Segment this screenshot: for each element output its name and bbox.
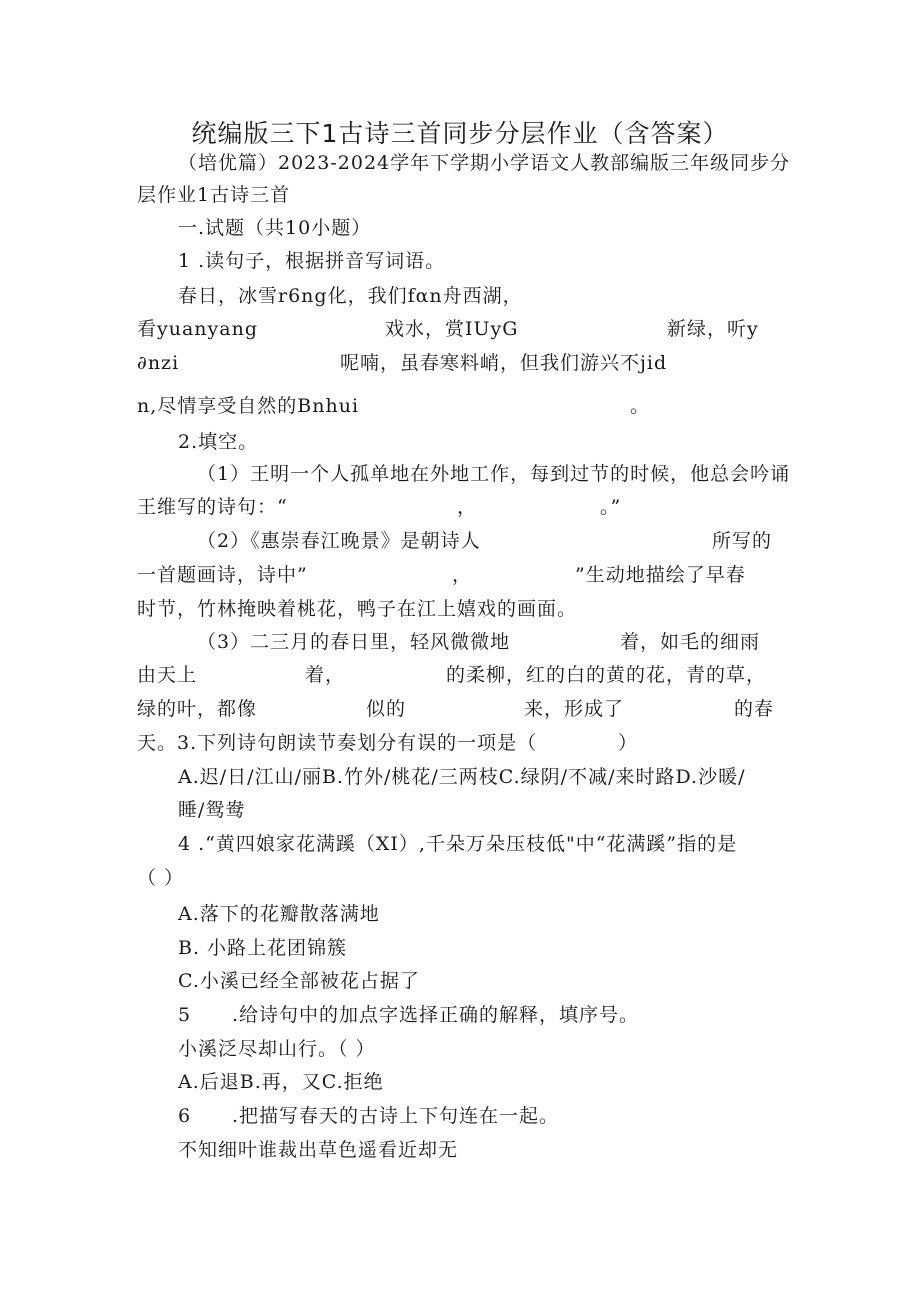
q2-p2-line-2c: ”生动地描绘了早春 xyxy=(575,564,746,586)
q2-p2-line-1a: （2）《惠崇春江晚景》是朝诗人 xyxy=(197,530,481,552)
q2-p2-line-3: 时节，竹林掩映着桃花，鸭子在江上嬉戏的画面。 xyxy=(137,598,578,620)
page-title: 统编版三下1古诗三首同步分层作业（含答案） xyxy=(191,119,729,148)
q2-p2-line-1b: 所写的 xyxy=(712,530,773,552)
q2-p3-line-3b: 似的 xyxy=(366,698,407,720)
q2-p2-line-2b: ， xyxy=(452,564,473,586)
q1-line-1: 春日，冰雪r6ng化，我们fαn舟西湖， xyxy=(178,285,523,307)
q2-p1-line-2a: 王维写的诗句：“ xyxy=(137,496,288,518)
q6-stem: .把描写春天的古诗上下句连在一起。 xyxy=(232,1105,560,1127)
q4-option-b: B. 小路上花团锦簇 xyxy=(178,937,348,959)
q1-line-2c: 新绿，听y xyxy=(667,318,759,340)
q2-p3-line-1b: 着，如毛的细雨 xyxy=(620,631,761,653)
q2-stem: 2.填空。 xyxy=(178,431,259,453)
q3-options-cont: 睡/鸳鸯 xyxy=(178,799,246,821)
q2-p3-line-2b: 着， xyxy=(305,664,346,686)
q1-line-2b: 戏水，赏IUyG xyxy=(385,318,519,340)
q3-options: A.迟/日/江山/丽B.竹外/桃花/三两枝C.绿阴/不减/来时路D.沙暖/ xyxy=(178,766,746,788)
q1-stem: 1 .读句子，根据拼音写词语。 xyxy=(178,250,446,272)
q2-p3-line-3d: 的春 xyxy=(734,698,775,720)
q1-line-4a: n,尽情享受自然的Bnhui xyxy=(137,395,360,417)
q4-option-a: A.落下的花瓣散落满地 xyxy=(178,903,380,925)
q2-p1-line-2c: 。” xyxy=(600,496,622,518)
q2-p1-line-2b: ， xyxy=(457,496,478,518)
q4-paren: （ ） xyxy=(137,867,185,889)
subtitle-line-1: （培优篇）2023-2024学年下学期小学语文人教部编版三年级同步分 xyxy=(178,152,791,174)
q6-number: 6 xyxy=(178,1105,192,1127)
q2-p3-line-4b: ） xyxy=(618,732,639,754)
q5-number: 5 xyxy=(178,1004,192,1026)
q2-p1-line-1: （1）王明一个人孤单地在外地工作，每到过节的时候，他总会吟诵 xyxy=(197,463,791,485)
q6-line: 不知细叶谁裁出草色遥看近却无 xyxy=(178,1139,459,1161)
q5-stem: .给诗句中的加点字选择正确的解释，填序号。 xyxy=(232,1004,640,1026)
q1-line-4b: 。 xyxy=(630,395,651,417)
q2-p3-line-1a: （3）二三月的春日里，轻风微微地 xyxy=(197,631,511,653)
q4-option-c: C.小溪已经全部被花占据了 xyxy=(178,970,420,992)
q2-p3-line-4a: 天。3.下列诗句朗读节奏划分有误的一项是（ xyxy=(137,732,538,754)
section-heading: 一.试题（共10小题） xyxy=(178,217,372,239)
q2-p3-line-2c: 的柔柳，红的白的黄的花，青的草， xyxy=(446,664,767,686)
q5-line: 小溪泛尽却山行。（ ） xyxy=(178,1038,376,1060)
q4-stem: 4 .“黄四娘家花满蹊（XI）,千朵万朵压枝低"中“花满蹊”指的是 xyxy=(178,833,738,855)
q2-p3-line-3c: 来，形成了 xyxy=(524,698,625,720)
q2-p3-line-3a: 绿的叶，都像 xyxy=(137,698,258,720)
q1-line-2a: 看yuanyang xyxy=(137,318,258,340)
q2-p2-line-2a: 一首题画诗，诗中” xyxy=(137,564,308,586)
q1-line-3b: 呢喃，虽春寒料峭，但我们游兴不jid xyxy=(340,352,668,374)
q1-line-3a: ∂nzi xyxy=(137,352,180,374)
q2-p3-line-2a: 由天上 xyxy=(137,664,198,686)
subtitle-line-2: 层作业1古诗三首 xyxy=(137,184,291,206)
q5-options: A.后退B.再，又C.拒绝 xyxy=(178,1071,384,1093)
